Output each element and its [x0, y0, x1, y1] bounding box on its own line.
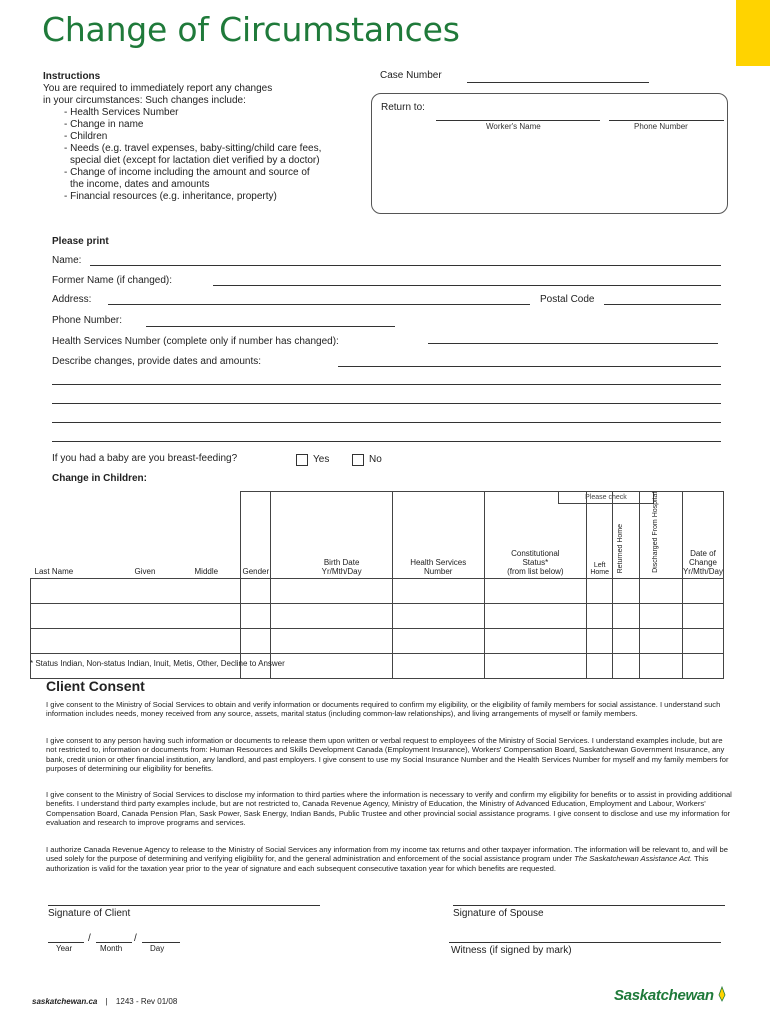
col-given: Given — [134, 566, 156, 576]
describe-changes-label: Describe changes, provide dates and amounts: — [52, 356, 262, 367]
col-birth-date-line-2: Yr/Mth/Day — [321, 566, 362, 576]
list-item: - Health Services Number — [64, 107, 179, 118]
date-slash: / — [88, 933, 91, 944]
former-name-field[interactable] — [213, 285, 721, 286]
cell-returned[interactable] — [613, 653, 640, 678]
cell-birth-date[interactable] — [271, 603, 393, 628]
children-table — [30, 491, 724, 679]
cell-status[interactable] — [484, 653, 587, 678]
yes-checkbox[interactable] — [296, 454, 308, 466]
instructions-intro-line-1: You are required to immediately report any changes — [43, 83, 273, 94]
list-item: - Children — [64, 131, 108, 142]
phone-field[interactable] — [146, 326, 395, 327]
address-label: Address: — [52, 294, 92, 305]
year-label: Year — [56, 944, 73, 953]
cell-hsn[interactable] — [392, 628, 484, 653]
witness-signature-field[interactable] — [449, 942, 721, 943]
hsn-field[interactable] — [428, 343, 718, 344]
former-name-label: Former Name (if changed): — [52, 275, 173, 286]
client-signature-label: Signature of Client — [48, 908, 131, 919]
cell-status[interactable] — [484, 578, 587, 603]
list-item: - Change of income including the amount and source of the income, dates and amounts — [64, 167, 310, 190]
instructions-heading: Instructions — [43, 71, 101, 82]
cell-left-home[interactable] — [587, 628, 613, 653]
col-birth-date — [271, 492, 393, 579]
name-field[interactable] — [90, 265, 721, 266]
phone-number-field[interactable] — [609, 120, 724, 121]
workers-name-label: Worker's Name — [486, 122, 541, 131]
col-returned-home-label: Returned Home — [617, 523, 625, 573]
cell-date[interactable] — [682, 628, 723, 653]
table-row — [31, 628, 724, 653]
cell-discharged[interactable] — [640, 628, 683, 653]
cell-status[interactable] — [484, 603, 587, 628]
phone-number-sub-label: Phone Number — [634, 122, 688, 131]
name-label: Name: — [52, 255, 82, 266]
page-title: Change of Circumstances — [42, 10, 460, 49]
col-last-name: Last Name — [34, 566, 74, 576]
cell-date[interactable] — [682, 653, 723, 678]
instructions-intro-line-2: in your circumstances: Such changes include: — [43, 95, 246, 106]
instructions-intro — [43, 83, 272, 107]
col-date-change-line-1: Date of — [690, 548, 716, 558]
col-status-line-1: Constitutional — [511, 548, 560, 558]
cell-birth-date[interactable] — [271, 578, 393, 603]
col-left-home-line-1: Left — [593, 561, 606, 569]
cell-discharged[interactable] — [640, 603, 683, 628]
header-names — [31, 492, 241, 579]
col-date-change-line-2: Change — [688, 557, 717, 567]
cell-hsn[interactable] — [392, 653, 484, 678]
please-print-heading: Please print — [52, 236, 109, 247]
consent-paragraph-3: I give consent to the Ministry of Social Services to disclose my information to third parties where the information is necessary to verify and confirm my eligibility for benefits or to assist in providing additional benefits. I understand third party examples include, but are not restricted to, Canada Revenue Agency, Ministry of Education, the Ministry of Advanced Education, Employment and Labour, Workers' Compensation Board, Canada Pension Plan, Sask Power, Sask Energy, Indian Bands, Public Trustee and other provincial social assistance programs. I give consent to disclose and use my information for evaluation and research to improve programs and services. — [46, 790, 732, 827]
witness-label: Witness (if signed by mark) — [451, 945, 572, 956]
col-returned-home — [613, 492, 640, 579]
workers-name-field[interactable] — [436, 120, 600, 121]
cell-returned[interactable] — [613, 603, 640, 628]
cell-names[interactable] — [31, 578, 241, 603]
col-hsn-line-1: Health Services — [410, 557, 467, 567]
cell-left-home[interactable] — [587, 603, 613, 628]
consent-p4-part-a: I authorize Canada Revenue Agency to release to the Ministry of Social Services any information from my income tax returns and other taxpayer information. The information will be relevant to, and will be used solely for the purpose of determining and verifying eligibility for, and the general administration and enforcement of the social assistance program under — [46, 845, 728, 864]
case-number-field[interactable] — [467, 82, 649, 83]
col-date-change — [682, 492, 723, 579]
col-discharged — [640, 492, 683, 579]
case-number-label: Case Number — [380, 70, 442, 81]
month-label: Month — [100, 944, 123, 953]
year-field[interactable] — [48, 942, 84, 943]
cell-discharged[interactable] — [640, 653, 683, 678]
col-hsn-line-2: Number — [424, 566, 453, 576]
cell-status[interactable] — [484, 628, 587, 653]
describe-changes-field-line[interactable] — [52, 422, 721, 423]
consent-p4-part-b: This authorization is valid for the taxation year prior to the year of signature and each subsequent consecutive taxation year for which benefits are requested. — [46, 854, 709, 873]
cell-birth-date[interactable] — [271, 653, 393, 678]
no-checkbox[interactable] — [352, 454, 364, 466]
col-left-home-line-2: Home — [590, 568, 609, 576]
day-field[interactable] — [142, 942, 180, 943]
client-signature-field[interactable] — [48, 905, 320, 906]
col-birth-date-line-1: Birth Date — [323, 557, 360, 567]
col-status-line-3: (from list below) — [507, 566, 564, 576]
footer — [32, 997, 177, 1006]
table-row — [31, 578, 724, 603]
address-field[interactable] — [108, 304, 530, 305]
spouse-signature-field[interactable] — [453, 905, 725, 906]
col-status — [484, 492, 587, 579]
wheat-sheaf-icon — [716, 986, 728, 1002]
describe-changes-field-line[interactable] — [52, 403, 721, 404]
day-label: Day — [150, 944, 165, 953]
col-left-home — [587, 492, 613, 579]
cell-birth-date[interactable] — [271, 628, 393, 653]
logo-text: Saskatchewan — [614, 987, 714, 1004]
cell-gender[interactable] — [241, 578, 271, 603]
postal-code-label: Postal Code — [540, 294, 595, 305]
month-field[interactable] — [96, 942, 132, 943]
cell-discharged[interactable] — [640, 578, 683, 603]
describe-changes-field-line[interactable] — [52, 384, 721, 385]
consent-title: Client Consent — [46, 678, 145, 694]
postal-code-field[interactable] — [604, 304, 721, 305]
list-item: - Financial resources (e.g. inheritance, property) — [64, 191, 277, 202]
status-footnote: * Status Indian, Non-status Indian, Inuit, Metis, Other, Decline to Answer — [30, 659, 285, 668]
footer-separator: | — [105, 997, 108, 1006]
cell-left-home[interactable] — [587, 578, 613, 603]
consent-paragraph-4 — [46, 845, 732, 873]
no-label: No — [369, 454, 382, 465]
cell-names[interactable] — [31, 628, 241, 653]
cell-returned[interactable] — [613, 578, 640, 603]
cell-left-home[interactable] — [587, 653, 613, 678]
list-item: - Change in name — [64, 119, 144, 130]
consent-act-name: The Saskatchewan Assistance Act. — [574, 854, 693, 864]
describe-changes-field[interactable] — [338, 366, 721, 367]
col-hsn — [392, 492, 484, 579]
date-slash: / — [134, 933, 137, 944]
footer-site: saskatchewan.ca — [32, 997, 98, 1006]
col-date-change-line-3: Yr/Mth/Day — [682, 566, 723, 576]
cell-date[interactable] — [682, 578, 723, 603]
footer-form-id: 1243 - Rev 01/08 — [115, 997, 178, 1006]
consent-paragraph-1: I give consent to the Ministry of Social Services to obtain and verify information or documents required to confirm my eligibility, or the eligibility of family members for social assistance. I understand such information includes needs, money received from any source, assets, marital status (including common-law relationships), and living arrangements of myself or family members. — [46, 700, 721, 719]
children-heading: Change in Children: — [52, 473, 147, 484]
cell-gender[interactable] — [241, 603, 271, 628]
describe-changes-field-line[interactable] — [52, 441, 721, 442]
hsn-label: Health Services Number (complete only if number has changed): — [52, 336, 339, 347]
return-to-label: Return to: — [381, 102, 425, 113]
spouse-signature-label: Signature of Spouse — [453, 908, 544, 919]
please-check-header: Please check — [558, 491, 654, 504]
col-status-line-2: Status* — [522, 557, 549, 567]
cell-hsn[interactable] — [392, 578, 484, 603]
instructions-list — [64, 107, 324, 203]
list-item: - Needs (e.g. travel expenses, baby-sitting/child care fees, special diet (except for lactation diet verified by a doctor) — [64, 143, 322, 166]
saskatchewan-logo — [614, 986, 728, 1004]
col-discharged-label: Discharged From Hospital — [652, 492, 659, 573]
brand-tab — [736, 0, 770, 66]
table-row — [31, 603, 724, 628]
cell-returned[interactable] — [613, 628, 640, 653]
yes-label: Yes — [313, 454, 330, 465]
cell-hsn[interactable] — [392, 603, 484, 628]
cell-gender[interactable] — [241, 628, 271, 653]
cell-names[interactable] — [31, 603, 241, 628]
col-gender: Gender — [241, 492, 271, 579]
cell-date[interactable] — [682, 603, 723, 628]
breastfeeding-question: If you had a baby are you breast-feeding? — [52, 453, 238, 464]
consent-paragraph-2: I give consent to any person having such information or documents to release them upon written or verbal request to employees of the Ministry of Social Services. I understand examples include, but are not restricted to, information or documents from: Human Resources and Skills Development Canada (Employment Insurance), Workers' Compensation Board, Saskatchewan Government Insurance, any bank, credit union or other financial institution, any landlord, and past employers. I give consent to use my Social Insurance Number and the Health Services Number for myself and my family members for purposes of determining our eligibility for benefits. — [46, 736, 729, 773]
col-middle: Middle — [194, 566, 219, 576]
phone-label: Phone Number: — [52, 315, 123, 326]
